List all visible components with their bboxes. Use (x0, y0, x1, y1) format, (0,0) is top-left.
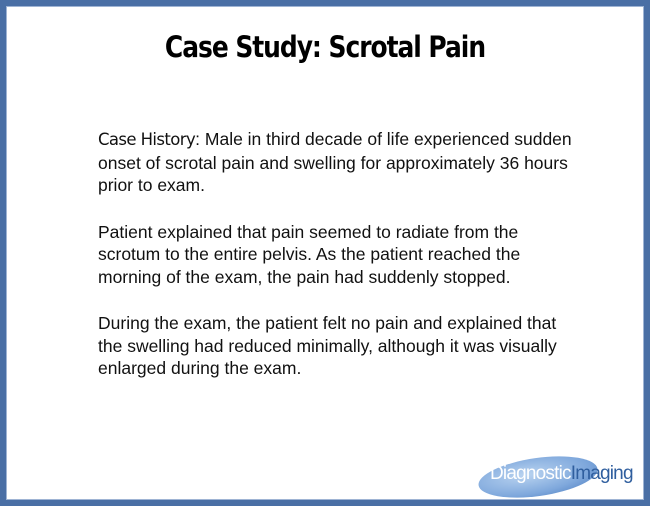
case-history-text: Male in third decade of life experienced sudden onset of scrotal pain and swelling for approximately 36 hours prior to exam. (98, 129, 572, 195)
case-content (98, 128, 578, 404)
case-history-paragraph (98, 128, 578, 197)
logo-text-diagnostic: Diagnostic (490, 463, 571, 484)
pain-description-paragraph: Patient explained that pain seemed to radiate from the scrotum to the entire pelvis. As the patient reached the morning of the exam, the pain had suddenly stopped. (98, 221, 521, 287)
diagnostic-imaging-logo (476, 454, 640, 498)
slide-title: Case Study: Scrotal Pain (164, 30, 486, 64)
logo-text (490, 463, 633, 485)
exam-findings-paragraph: During the exam, the patient felt no pain and explained that the swelling had reduced minimally, although it was visually enlarged during the exam. (98, 313, 557, 378)
case-history-separator: : (195, 129, 201, 149)
case-history-label: Case History (98, 130, 196, 149)
logo-text-imaging: Imaging (570, 463, 633, 484)
